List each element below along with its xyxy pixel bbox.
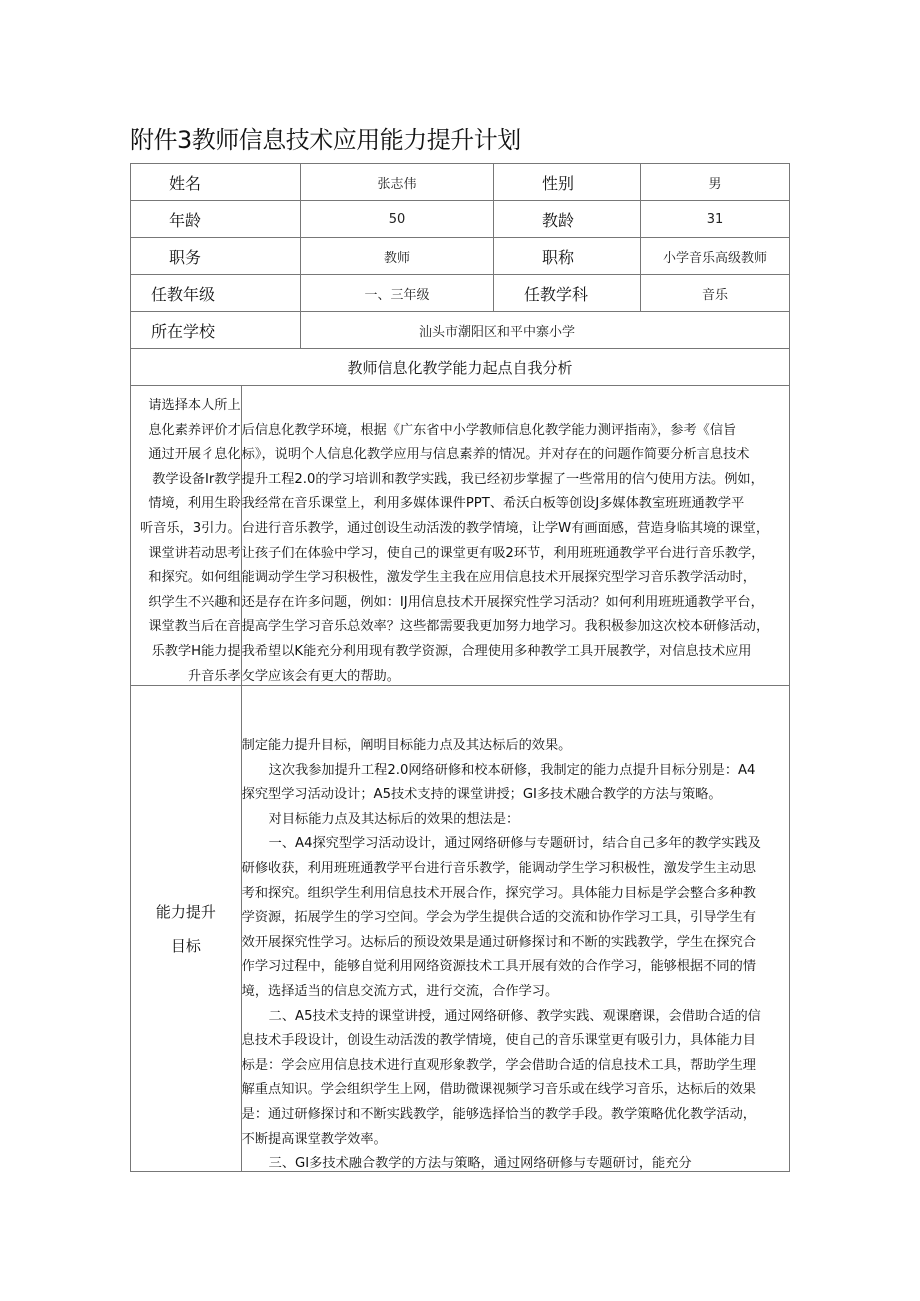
text-line: 效开展探究性学习。达标后的预设效果是通过研修探讨和不断的实践教学，学生在探究合 [241,934,756,950]
text-line: 作学习过程中，能够自觉利用网络资源技术工具开展有效的合作学习，能够根据不同的情 [241,959,756,975]
analysis-body-text [242,386,789,685]
text-line: 让孩子们在体验中学习，使自己的课堂更有吸2环节，利用班班通教学平台进行音乐教学， [241,545,765,561]
rank-label: 职称 [494,238,641,274]
age-label: 年龄 [131,201,301,237]
text-line: 后信息化教学环境，根据《广东省中小学教师信息化教学能力测评指南》，参考《信旨 [241,422,737,438]
text-line: 不断提高课堂教学效率。 [241,1131,387,1147]
text-line: 提升工程2.0的学习培训和教学实践，我已经初步掌握了一些常用的信勺使用方法。例如， [241,471,764,487]
text-line: 织学生不兴趣和 [148,594,241,610]
name-value: 张志伟 [301,164,494,200]
text-line: 息技术手段设计，创设生动活泼的教学情境，使自己的音乐课堂更有吸引力，具体能力目 [241,1033,756,1049]
text-line: 我经常在音乐课堂上，利用多媒体课件PPT、希沃白板等创设J多媒体教室班班通教学平 [241,496,745,512]
text-line: 乐教学H能力提 [151,643,241,659]
name-label: 姓名 [131,164,301,200]
goals-body-text [242,686,789,1171]
rank-value: 小学音乐高级教师 [662,250,767,266]
text-line: 考和探究。组织学生利用信息技术开展合作，探究学习。具体能力目标是学会整合多种教 [241,885,756,901]
text-line: 解重点知识。学会组织学生上网，借助微课视频学习音乐或在线学习音乐，达标后的效果 [241,1082,756,1098]
analysis-header: 教师信息化教学能力起点自我分析 [347,358,573,377]
text-line: 课堂讲若动思考 [148,545,241,561]
grade-label: 任教年级 [131,275,301,311]
text-line: 攵学应该会有更大的帮助。 [241,668,400,684]
gender-value: 男 [708,176,722,192]
text-line: 息化素养评价才 [148,422,241,438]
goals-label-line2: 目标 [170,936,201,955]
text-line: 境，选择适当的信息交流方式，进行交流，合作学习。 [241,983,559,999]
gender-label: 性别 [494,164,641,200]
text-line: 研修收获，利用班班通教学平台进行音乐教学，能调动学生学习积极性，激发学生主动思 [241,860,756,876]
plan-table [130,163,790,1172]
position-label: 职务 [131,238,301,274]
text-line: 标》，说明个人信息化教学应用与信息素养的情况。并对存在的问题作简要分析言息技术 [241,447,750,463]
text-line [242,394,789,419]
text-line: 二、A5技术支持的课堂讲授，通过网络研修、教学实践、观课磨课，会借助合适的信 [268,1008,761,1024]
text-line: 对目标能力点及其达标后的效果的想法是： [268,811,520,827]
text-line: 学资源，拓展学生的学习空间。学会为学生提供合适的交流和协作学习工具，引导学生有 [241,910,756,926]
goals-label-line1: 能力提升 [155,902,216,921]
table-row [131,275,789,312]
text-line: 情境，利用生聆 [148,496,241,512]
text-line: 升音乐孝 [187,668,241,684]
text-line: 和探究。如何组 [148,570,241,586]
text-line: 教学设备Ir教学 [152,471,241,487]
analysis-row [131,386,789,686]
table-row [131,238,789,275]
grade-value: 一、三年级 [301,275,494,311]
text-line: 请选择本人所上 [148,398,241,413]
subject-label: 任教学科 [494,275,641,311]
text-line: 通过开展彳息化 [148,447,241,463]
school-label: 所在学校 [131,312,301,348]
age-value: 50 [301,201,494,237]
teaching-years-value: 31 [706,211,724,227]
table-row [131,349,789,386]
text-line: 台进行音乐教学，通过创设生动活泼的教学情境，让学W有画面感，营造身临其境的课堂， [241,520,770,536]
school-value: 汕头市潮阳区和平中寨小学 [419,324,576,340]
document-title: 附件3教师信息技术应用能力提升计划 [130,126,521,154]
text-line: 三、GI多技术融合教学的方法与策略，通过网络研修与专题研讨，能充分 [268,1156,692,1171]
teaching-years-label: 教龄 [494,201,641,237]
text-line: 听音乐，3引力。 [139,520,241,536]
text-line: 还是存在许多问题，例如：IJ用信息技术开展探究性学习活动？如何利用班班通教学平台， [241,594,764,610]
table-row [131,164,789,201]
text-line: 标是：学会应用信息技术进行直观形象教学，学会借助合适的信息技术工具，帮助学生理 [241,1057,756,1073]
text-line: 这次我参加提升工程2.0网络研修和校本研修，我制定的能力点提升目标分别是：A4 [268,762,756,778]
text-line: 制定能力提升目标，阐明目标能力点及其达标后的效果。 [241,738,572,753]
text-line: 探究型学习活动设计；A5技术支持的课堂讲授；GI多技术融合教学的方法与策略。 [241,787,722,803]
text-line: 我希望以K能充分利用现有教学资源，合理使用多种教学工具开展教学，对信息技术应用 [241,643,752,659]
text-line: 能调动学生学习积极性，激发学生主我在应用信息技术开展探究型学习音乐教学活动时， [241,570,756,586]
text-line: 是：通过研修探讨和不断实践教学，能够选择恰当的教学手段。教学策略优化教学活动， [241,1106,756,1122]
table-row [131,201,789,238]
table-row [131,312,789,349]
text-line: 提高学生学习音乐总效率？这些都需要我更加努力地学习。我积极参加这次校本研修活动， [241,619,770,635]
goals-row [131,686,789,1171]
text-line: 课堂教当后在音 [148,619,241,635]
subject-value: 音乐 [701,287,728,303]
position-value: 教师 [301,238,494,274]
text-line: 一、A4探究型学习活动设计，通过网络研修与专题研讨，结合自己多年的教学实践及 [268,836,761,852]
goals-label [131,686,242,1171]
analysis-left-text [131,386,242,685]
